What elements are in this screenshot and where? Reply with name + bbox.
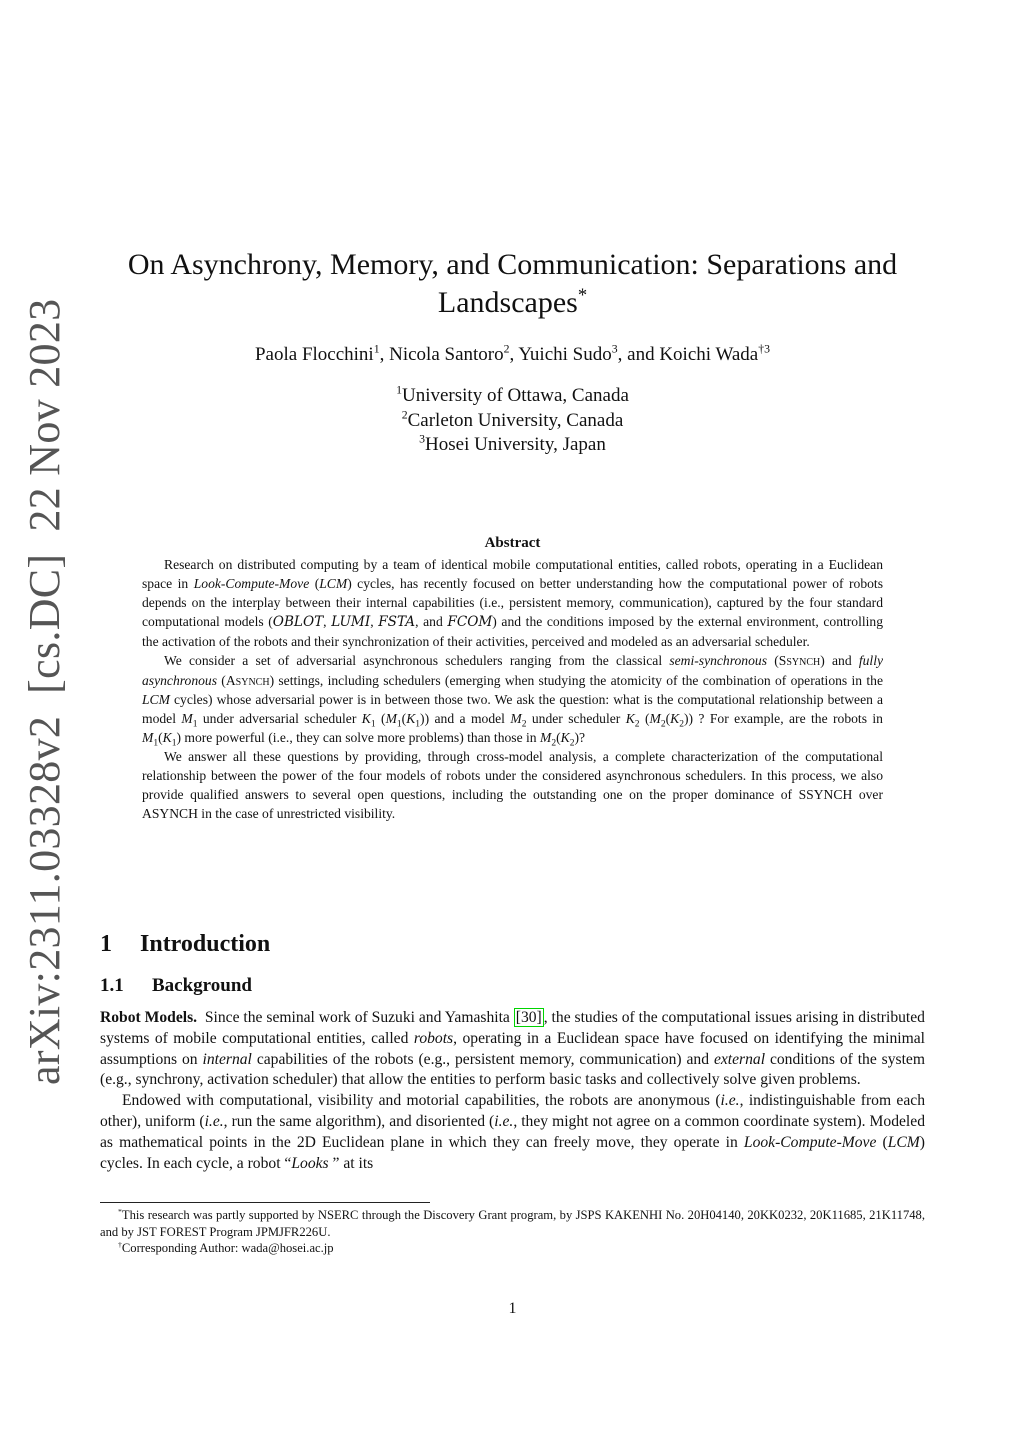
footnote-mark: †	[118, 1239, 122, 1249]
math-sub: 2	[551, 738, 557, 749]
text: ) settings, including schedulers (emerging when studying the atomicity of the combination of operations in the	[269, 672, 883, 688]
math-k: K	[560, 729, 570, 745]
text: Research on distributed computing by a team of identical mobile computational entities, called robots, operating in a Euclidean space in	[142, 557, 883, 592]
title-footnote-mark: *	[577, 285, 588, 306]
affiliation-mark: 3	[419, 432, 426, 446]
math-sub: 1	[415, 719, 421, 730]
text: )?	[574, 729, 586, 745]
arxiv-date: 22 Nov 2023	[20, 298, 69, 532]
math-sub: 2	[679, 719, 684, 730]
author-1: Paola Flocchini	[254, 344, 374, 365]
model-fcom: FCOM	[447, 614, 493, 631]
text: ) and the conditions imposed by the external environment, controlling the activation of the robots and their synchronization of their activities, perceived and modeled as an adversarial scheduler.	[142, 614, 884, 650]
ssynch-term: Ssynch	[778, 653, 821, 669]
emph: external	[713, 1050, 766, 1068]
math-k: K	[625, 710, 635, 726]
subsection-number: 1.1	[100, 975, 124, 996]
abstract-paragraph-2	[142, 651, 884, 749]
text: , operating in a Euclidean space have focused on identifying the minimal assumptions on	[100, 1029, 926, 1068]
model-oblot: OBLOT	[272, 614, 324, 631]
math-k: K	[670, 710, 680, 726]
text: cycles) whose adversarial power is in between those two. We ask the question: what is the computational relationship between a model	[142, 691, 883, 726]
text: (	[556, 729, 561, 745]
author-list	[100, 343, 925, 367]
footnote-text: Corresponding Author: wada@hosei.ac.jp	[121, 1241, 334, 1255]
math-sub: 1	[370, 719, 376, 730]
title-line-1: On Asynchrony, Memory, and Communication: Separations and	[127, 248, 898, 281]
math-m: M	[649, 710, 661, 726]
author-4: Koichi Wada	[659, 344, 759, 365]
lcm-term: Look-Compute-Move	[193, 576, 310, 592]
title-line-2: Landscapes	[437, 286, 578, 319]
model-lumi: LUMI	[331, 614, 371, 631]
text: , indistinguishable from each other), uniform (	[100, 1092, 925, 1130]
text: Since the seminal work of Suzuki and Yamashita	[197, 1009, 514, 1026]
footnotes	[100, 1207, 925, 1257]
text: )	[420, 710, 425, 726]
subsection-title: Background	[152, 975, 252, 996]
semi-synchronous-term: semi-synchronous	[669, 653, 767, 669]
text: , they might not agree on a common coordinate system). Modeled as mathematical points in the 2D Euclidean plane in which they can freely move, they operate in	[100, 1112, 925, 1151]
affiliation-name: Hosei University, Japan	[425, 434, 606, 455]
section-heading-introduction	[100, 929, 270, 959]
footnote-text: This research was partly supported by NSERC through the Discovery Grant program, by JSPS KAKENHI No. 20H04140, 20KK0232, 20K11685, 21K11748, and by JST FOREST Program JPMJFR226U.	[100, 1208, 925, 1239]
emph: i.e.	[204, 1112, 224, 1130]
affiliations	[100, 384, 925, 458]
body-paragraph-2	[100, 1091, 925, 1174]
emph: i.e.	[720, 1092, 740, 1110]
math-m: M	[385, 710, 397, 726]
footnote-mark: *	[118, 1206, 122, 1216]
asynch-term: Asynch	[225, 672, 270, 688]
affiliation-2	[100, 409, 925, 434]
model-fsta: FSTA	[378, 614, 416, 631]
affiliation-name: Carleton University, Canada	[407, 409, 624, 431]
text: ,	[370, 614, 379, 630]
math-sub: 1	[396, 719, 402, 730]
math-sub: 1	[171, 738, 177, 749]
affiliation-3	[100, 433, 925, 458]
emph: Looks	[291, 1154, 329, 1172]
abstract-heading: Abstract	[484, 535, 541, 551]
text: (	[375, 710, 386, 726]
author-2: Nicola Santoro	[389, 344, 504, 365]
math-k: K	[162, 729, 172, 745]
body-paragraph-1	[100, 1008, 925, 1091]
text: ” at its	[328, 1154, 374, 1172]
author-3: Yuichi Sudo	[518, 344, 612, 365]
affiliation-1	[100, 384, 925, 409]
subsection-heading-background	[100, 974, 252, 998]
text: ,	[323, 614, 332, 630]
text: , run the same algorithm), and disoriented (	[223, 1112, 495, 1130]
author-sep: ,	[379, 344, 390, 365]
math-m: M	[510, 710, 522, 726]
emph: i.e.	[494, 1112, 514, 1130]
math-sub: 2	[660, 719, 666, 730]
author-4-affil: †3	[758, 342, 770, 356]
text: under adversarial scheduler	[197, 710, 362, 726]
affiliation-name: University of Ottawa, Canada	[402, 385, 629, 406]
text: (	[401, 710, 407, 726]
text: (	[767, 653, 779, 669]
text: ) and a model	[424, 710, 511, 726]
text: (	[639, 710, 650, 726]
arxiv-id: arXiv:2311.03328v2	[20, 715, 69, 1085]
author-1-affil: 1	[373, 342, 380, 356]
arxiv-category: [cs.DC]	[20, 553, 69, 694]
text: (	[876, 1133, 888, 1151]
abstract-paragraph-1	[142, 555, 883, 651]
text: ) and	[820, 653, 859, 669]
math-k: K	[406, 710, 416, 726]
emph: internal	[202, 1050, 252, 1068]
math-k: K	[361, 710, 371, 726]
text: )) ? For example, are the robots in	[683, 710, 883, 726]
affiliation-mark: 2	[401, 408, 408, 422]
text: capabilities of the robots (e.g., persistent memory, communication) and	[251, 1050, 714, 1068]
emph: robots	[413, 1029, 454, 1047]
paragraph-lead: Robot Models.	[100, 1009, 198, 1026]
lcm-term: Look-Compute-Move	[743, 1133, 877, 1151]
text: ) cycles. In each cycle, a robot “	[100, 1133, 925, 1172]
page-number: 1	[508, 1300, 517, 1317]
citation-link[interactable]: [30]	[515, 1009, 542, 1026]
footnote-divider	[100, 1202, 430, 1203]
math-m: M	[142, 729, 154, 745]
paper-title	[100, 246, 925, 322]
affiliation-mark: 1	[396, 383, 402, 397]
math-m: M	[181, 710, 193, 726]
text: ) more powerful (i.e., they can solve more problems) than those in	[176, 729, 540, 745]
author-3-affil: 3	[611, 342, 618, 356]
body-text	[100, 1008, 925, 1174]
math-sub: 2	[569, 738, 575, 749]
text: (	[217, 672, 226, 688]
author-sep: ,	[509, 344, 519, 365]
section-number: 1	[100, 931, 112, 957]
text: ) cycles, has recently focused on better understanding how the computational power of robots depends on the interplay between their internal capabilities (i.e., persistent memory, communication), captured by the four standard computational models (	[142, 576, 883, 630]
text: (	[309, 576, 320, 592]
author-sep: , and	[617, 344, 660, 365]
math-sub: 2	[634, 719, 640, 730]
section-title: Introduction	[140, 931, 271, 957]
math-sub: 2	[521, 719, 527, 730]
text: (	[158, 729, 163, 745]
text: , and	[415, 614, 448, 630]
fully-asynchronous-term: fully asynchronous	[142, 653, 884, 688]
text: under scheduler	[526, 710, 626, 726]
text: , the studies of the computational issues arising in distributed systems of mobile computational entities, called	[100, 1009, 925, 1047]
math-sub: 1	[192, 719, 198, 730]
footnote-funding	[100, 1207, 925, 1240]
lcm-abbr: LCM	[142, 691, 170, 707]
text: Endowed with computational, visibility and motorial capabilities, the robots are anonymous (	[122, 1092, 721, 1110]
lcm-abbr: LCM	[887, 1133, 920, 1151]
footnote-corresponding	[100, 1240, 925, 1257]
arxiv-sidebar-stamp	[10, 298, 80, 1085]
lcm-abbr: LCM	[319, 576, 348, 592]
abstract-paragraph-3: We answer all these questions by providing, through cross-model analysis, a complete characterization of the computational relationship between the power of the four models of robots under the considered asynchronous schedulers. In this process, we also provide qualified answers to several open questions, including the outstanding one on the proper dominance of SSYNCH over ASYNCH in the case of unrestricted visibility.	[142, 748, 883, 822]
math-m: M	[540, 729, 552, 745]
author-2-affil: 2	[503, 342, 510, 356]
text: conditions of the system (e.g., synchrony, activation scheduler) that allow the entities to perform basic tasks and collectively solve given problems.	[100, 1050, 925, 1089]
text: We consider a set of adversarial asynchronous schedulers ranging from the classical	[164, 653, 670, 669]
text: (	[665, 710, 671, 726]
math-sub: 1	[153, 738, 159, 749]
abstract-body	[142, 555, 883, 823]
